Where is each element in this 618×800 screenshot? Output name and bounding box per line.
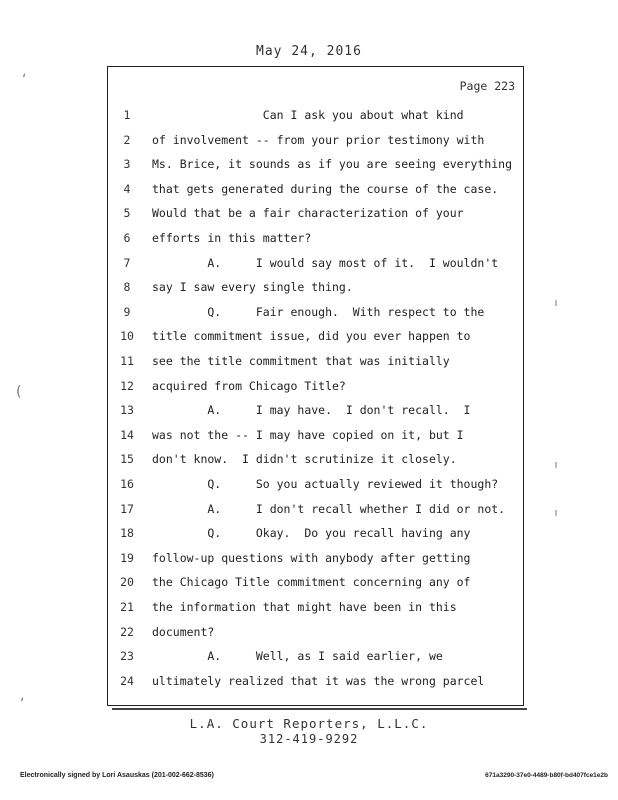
line-text: document?: [152, 624, 215, 639]
line-number: 17: [120, 501, 134, 516]
line-number: 8: [123, 280, 131, 295]
transcript-line: [108, 251, 525, 275]
line-number: 24: [120, 673, 134, 688]
deposition-date: May 24, 2016: [256, 44, 362, 59]
line-number: 4: [123, 181, 131, 196]
line-text: the Chicago Title commitment concerning any of: [152, 575, 471, 590]
line-text: A. Well, as I said earlier, we: [152, 649, 443, 664]
line-number: 15: [120, 452, 134, 467]
transcript-line: [108, 398, 525, 422]
line-number: 3: [123, 157, 131, 172]
line-number: 12: [120, 378, 134, 393]
line-number: 18: [120, 526, 134, 541]
line-text: Q. Fair enough. With respect to the: [152, 304, 485, 319]
line-number: 13: [120, 403, 134, 418]
court-reporter-phone: 312-419-9292: [259, 732, 359, 746]
transcript-line: [108, 324, 525, 348]
line-number: 10: [120, 329, 134, 344]
transcript-line: [108, 423, 525, 447]
transcript-line: [108, 300, 525, 324]
transcript-line: [108, 374, 525, 398]
margin-tick: [555, 462, 557, 468]
transcript-line: [108, 644, 525, 668]
transcript-line: [108, 620, 525, 644]
line-text: Q. Okay. Do you recall having any: [152, 526, 471, 541]
line-number: 22: [120, 624, 134, 639]
transcript-line: [108, 152, 525, 176]
transcript-line: [108, 546, 525, 570]
line-text: A. I may have. I don't recall. I: [152, 403, 471, 418]
line-number: 5: [123, 206, 131, 221]
transcript-line: [108, 669, 525, 693]
margin-tick: [555, 510, 557, 516]
margin-tick: [555, 300, 557, 306]
line-number: 19: [120, 550, 134, 565]
transcript-line: [108, 103, 525, 127]
transcript-line: [108, 349, 525, 373]
line-number: 1: [123, 108, 131, 122]
line-text: Would that be a fair characterization of your: [152, 206, 464, 221]
transcript-line: [108, 226, 525, 250]
line-number: 21: [120, 600, 134, 614]
transcript-line: [108, 521, 525, 545]
line-text: the information that might have been in this: [152, 600, 457, 614]
line-text: ultimately realized that it was the wrong parcel: [152, 673, 485, 688]
line-number: 2: [123, 132, 131, 147]
line-number: 6: [123, 231, 131, 245]
document-id: 671a3290-37e0-4489-b80f-bd407fce1e2b: [485, 772, 608, 779]
line-number: 16: [120, 477, 134, 491]
transcript-line: [108, 447, 525, 471]
line-text: acquired from Chicago Title?: [152, 378, 346, 393]
line-number: 23: [120, 649, 134, 664]
line-number: 11: [120, 354, 134, 368]
line-text: was not the -- I may have copied on it, but I: [152, 427, 464, 442]
transcript-line: [108, 128, 525, 152]
electronic-signature: Electronically signed by Lori Asauskas (201-002-662-8536): [20, 772, 214, 779]
line-number: 14: [120, 427, 134, 442]
line-text: don't know. I didn't scrutinize it closely.: [152, 452, 457, 467]
margin-mark: (: [16, 384, 22, 400]
line-text: Can I ask you about what kind: [152, 108, 464, 122]
line-text: Q. So you actually reviewed it though?: [152, 477, 499, 491]
line-text: Ms. Brice, it sounds as if you are seeing everything: [152, 157, 513, 172]
line-text: that gets generated during the course of the case.: [152, 181, 499, 196]
transcript-page: [107, 66, 524, 706]
line-text: follow-up questions with anybody after getting: [152, 550, 471, 565]
line-number: 9: [123, 304, 131, 319]
line-text: see the title commitment that was initially: [152, 354, 450, 368]
line-text: title commitment issue, did you ever happen to: [152, 329, 471, 344]
transcript-line: [108, 570, 525, 594]
transcript-line: [108, 595, 525, 619]
line-number: 7: [123, 255, 131, 270]
line-text: efforts in this matter?: [152, 231, 312, 245]
line-text: A. I would say most of it. I wouldn't: [152, 255, 499, 270]
transcript-line: [108, 497, 525, 521]
court-reporter-name: L.A. Court Reporters, L.L.C.: [189, 716, 429, 731]
transcript-line: [108, 275, 525, 299]
line-number: 20: [120, 575, 134, 590]
line-text: say I saw every single thing.: [152, 280, 353, 295]
page-number: Page 223: [459, 79, 515, 93]
transcript-line: [108, 201, 525, 225]
line-text: A. I don't recall whether I did or not.: [152, 501, 506, 516]
margin-mark: ‘: [22, 72, 27, 88]
transcript-line: [108, 472, 525, 496]
line-text: of involvement -- from your prior testimony with: [152, 132, 485, 147]
transcript-line: [108, 177, 525, 201]
margin-mark: ‘: [20, 696, 25, 712]
